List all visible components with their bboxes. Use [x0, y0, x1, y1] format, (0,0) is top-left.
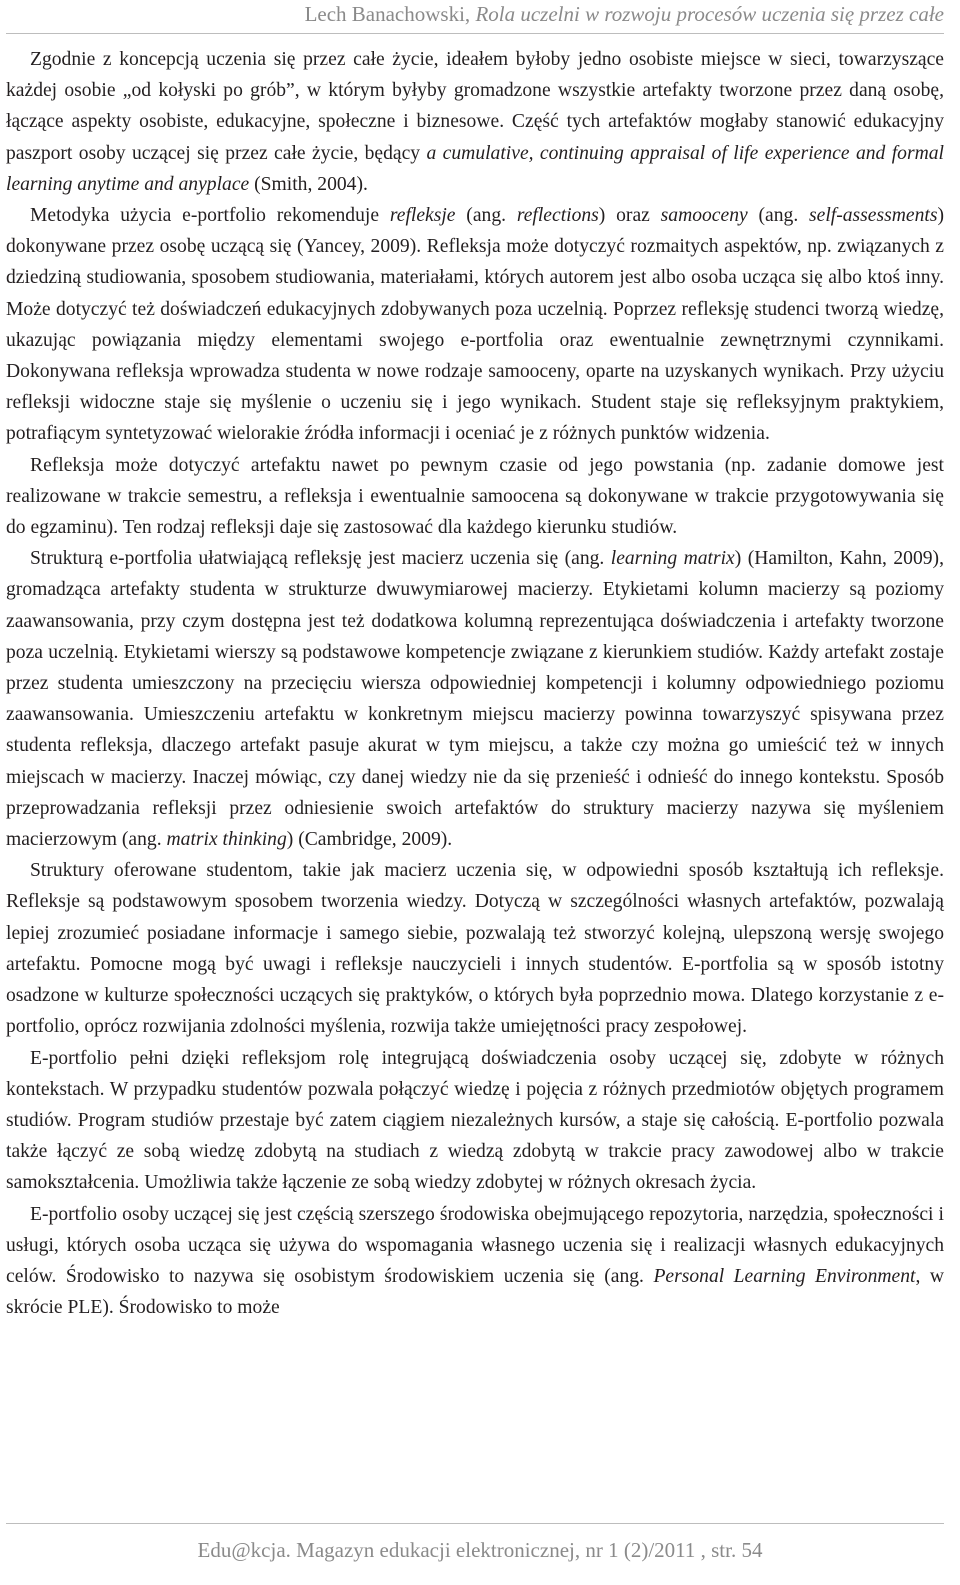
- text-run: (ang.: [455, 205, 517, 227]
- text-run: Struktury oferowane studentom, takie jak macierz uczenia się, w odpowiedni sposób kształtują ich refleksje. Refleksje są podstawowym sposobem tworzenia wiedzy. Dotyczą w szczególności własnych artefaktów, pozwalają lepiej zrozumieć posiadane informacje i samego siebie, pozwalają też stworzyć kolejną, ulepszoną wersję swojego artefaktu. Pomocne mogą być uwagi i refleksje nauczycieli i innych studentów. E-portfolia są w sposób istotny osadzone w kulturze społeczności uczących się praktyków, o których była poprzednio mowa. Dlatego korzystanie z e-portfolio, oprócz rozwijania zdolności myślenia, rozwija także umiejętności pracy zespołowej.: [6, 860, 944, 1038]
- text-run: Zgodnie z koncepcją uczenia się przez całe życie, ideałem byłoby jedno osobiste miejsce w sieci, towarzyszące każdej osobie „od kołyski po grób”, w którym byłyby gromadzone wszystkie artefakty tworzone przez daną osobę, łączące aspekty osobiste, edukacyjne, społeczne i biznesowe. Część tych artefaktów mogłaby stanowić edukacyjny paszport osoby uczącej się przez całe życie, będący: [6, 49, 944, 164]
- text-run: ) oraz: [598, 205, 661, 227]
- paragraph: [6, 44, 944, 200]
- article-body: [6, 44, 944, 1323]
- text-run: ) (Hamilton, Kahn, 2009), gromadząca artefakty studenta w strukturze dwuwymiarowej macierzy. Etykietami kolumn macierzy są poziomy zaawansowania, przy czym dostępna jest też dodatkowa kolumną reprezentująca doświadczenia i artefakty tworzone poza uczelnią. Etykietami wierszy są podstawowe kompetencje związane z kierunkiem studiów. Każdy artefakt zostaje przez studenta umieszczony na przecięciu wiersza odpowiedniej kompetencji i kolumny odpowiedniego poziomu zaawansowania. Umieszczeniu artefaktu w konkretnym miejscu macierzy powinna towarzyszyć spisywana przez studenta refleksja, dlaczego artefakt pasuje akurat w tym miejscu, a także czy można go umieścić też w innych miejscach w macierzy. Inaczej mówiąc, czy danej wiedzy nie da się przenieść i odnieść do innego kontekstu. Sposób przeprowadzania refleksji przez odniesienie swoich artefaktów do struktury macierzy nazywa się myśleniem macierzowym (ang.: [6, 548, 944, 851]
- italic-text: a cumulative, continuing appraisal of life experience and formal learning anytime and anyplace: [6, 142, 944, 195]
- text-run: (ang.: [747, 205, 810, 227]
- italic-text: Personal Learning Environment: [653, 1265, 916, 1287]
- text-run: ) dokonywane przez osobę uczącą się (Yancey, 2009). Refleksja może dotyczyć rozmaitych aspektów, np. związanych z dziedziną studiowania, sposobem studiowania, materiałami, których autorem jest albo osoba ucząca się albo ktoś inny. Może dotyczyć też doświadczeń edukacyjnych zdobywanych poza uczelnią. Poprzez refleksję studenci tworzą wiedzę, ukazując powiązania między elementami swojego e-portfolia oraz ewentualnie zewnętrznymi czynnikami. Dokonywana refleksja wprowadza studenta w nowe rodzaje samooceny, oparte na uzyskanych wynikach. Przy użyciu refleksji widoczne staje się myślenie o uczeniu się i jego wynikach. Student staje się refleksyjnym praktykiem, potrafiącym syntetyzować wielorakie źródła informacji i oceniać je z różnych punktów widzenia.: [6, 205, 944, 445]
- text-run: ) (Cambridge, 2009).: [286, 829, 453, 851]
- italic-text: matrix thinking: [166, 829, 287, 851]
- italic-text: refleksje: [389, 205, 456, 227]
- text-run: E-portfolio osoby uczącej się jest częścią szerszego środowiska obejmującego repozytoria, narzędzia, społeczności i usługi, których osoba ucząca się używa do wspomagania własnego uczenia się i realizacji własnych edukacyjnych celów. Środowisko to nazywa się osobistym środowiskiem uczenia się (ang.: [6, 1203, 944, 1287]
- text-run: , w skrócie PLE). Środowisko to może: [6, 1265, 945, 1319]
- header-article-title: Rola uczelni w rozwoju procesów uczenia się przez całe: [475, 2, 944, 26]
- paragraph: [6, 543, 944, 855]
- text-run: Refleksja może dotyczyć artefaktu nawet po pewnym czasie od jego powstania (np. zadanie domowe jest realizowane w trakcie semestru, a refleksja i ewentualnie samoocena są dokonywane w trakcie przygotowywania się do egzaminu). Ten rodzaj refleksji daje się zastosować dla każdego kierunku studiów.: [6, 454, 944, 539]
- text-run: Strukturą e-portfolia ułatwiającą refleksję jest macierz uczenia się (ang.: [30, 548, 611, 570]
- header-divider: [6, 33, 944, 34]
- header-author: Lech Banachowski,: [304, 2, 476, 26]
- page-footer: Edu@kcja. Magazyn edukacji elektronicznej, nr 1 (2)/2011 , str. 54: [197, 1538, 763, 1562]
- italic-text: reflections: [516, 205, 599, 227]
- text-run: Metodyka użycia e-portfolio rekomenduje: [30, 205, 390, 227]
- text-run: (Smith, 2004).: [249, 173, 368, 195]
- paragraph: [6, 450, 944, 544]
- running-header: [0, 2, 944, 26]
- paragraph: [6, 855, 944, 1042]
- footer-divider: [6, 1523, 944, 1524]
- paragraph: [6, 200, 944, 450]
- paragraph: [6, 1199, 944, 1324]
- text-run: E-portfolio pełni dzięki refleksjom rolę integrującą doświadczenia osoby uczącej się, zdobyte w różnych kontekstach. W przypadku studentów pozwala połączyć wiedzę i pojęcia z różnych przedmiotów objętych programem studiów. Program studiów przestaje być zatem ciągiem niezależnych kursów, a staje się całością. E-portfolio pozwala także łączyć ze sobą wiedzę zdobytą na studiach z wiedzą zdobytą w trakcie pracy zawodowej albo w trakcie samokształcenia. Umożliwia także łączenie ze sobą wiedzy zdobytej w różnych okresach życia.: [6, 1047, 944, 1194]
- paragraph: [6, 1043, 944, 1199]
- italic-text: self-assessments: [809, 205, 938, 227]
- italic-text: learning matrix: [610, 548, 735, 570]
- italic-text: samooceny: [660, 205, 748, 227]
